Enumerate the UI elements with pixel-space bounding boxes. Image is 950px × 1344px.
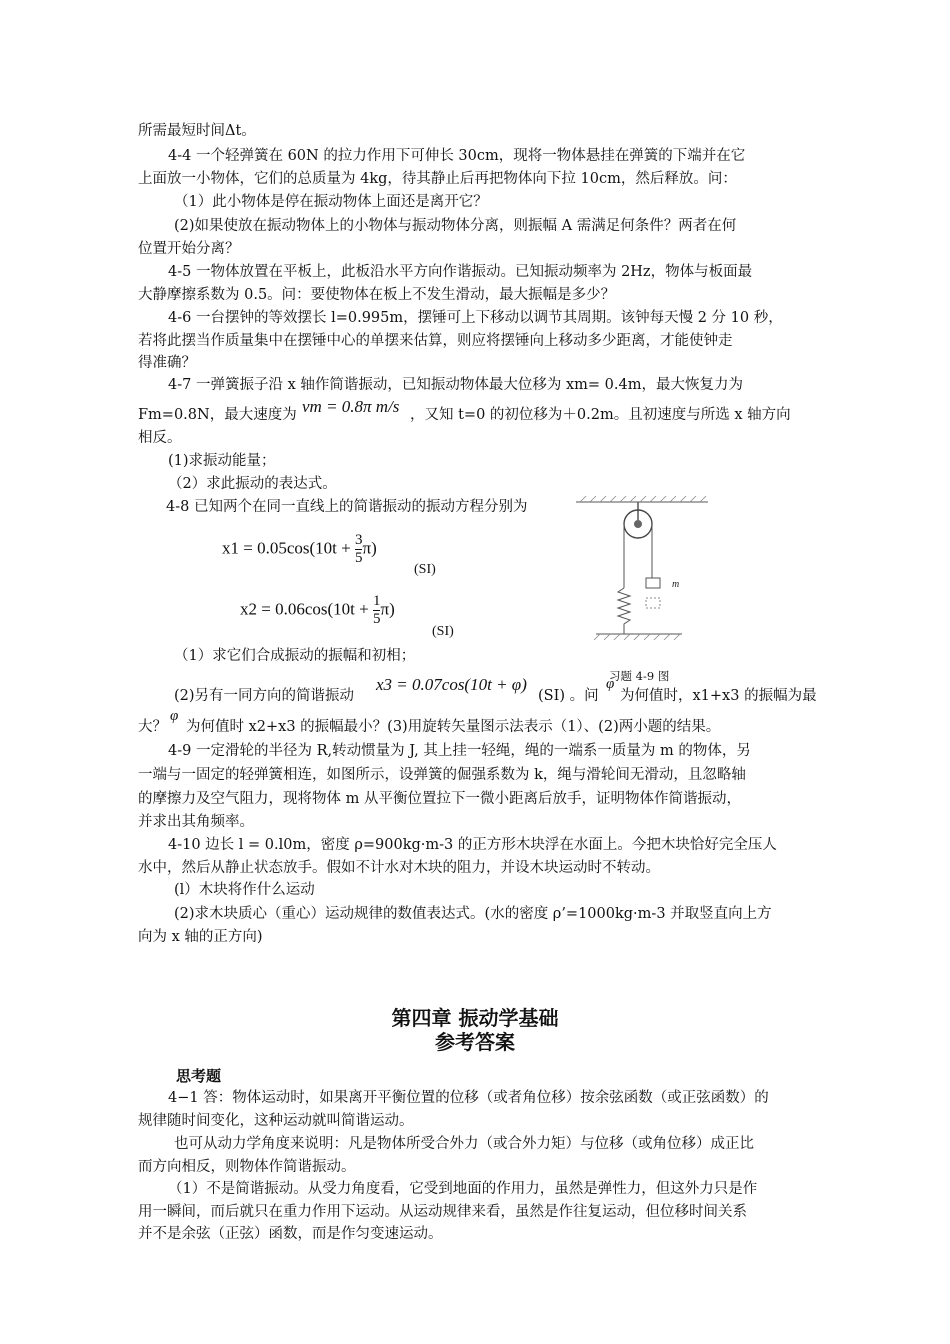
text-line: (SI) 。问	[538, 688, 599, 704]
text-line: 位置开始分离？	[138, 241, 240, 257]
text-line: 的摩擦力及空气阻力，现将物体 m 从平衡位置拉下一微小距离后放手，证明物体作简谐振动，	[138, 791, 741, 807]
problem-4-10: 4-10 边长 l = 0.l0m，密度 ρ=900kg·m-3 的正方形木块浮在水面上。今把木块恰好完全压人	[168, 837, 777, 853]
text-line: 为何值时 x2+x3 的振幅最小？(3)用旋转矢量图示法表示（1）、(2)两小题的结果。	[186, 719, 721, 735]
problem-4-5: 4-5 一物体放置在平板上，此板沿水平方向作谐振动。已知振动频率为 2Hz，物体与板面最	[168, 264, 753, 280]
text-line: 大？	[138, 719, 167, 735]
max-velocity-formula: vm = 0.8π m/s	[302, 397, 400, 416]
text-line: 大静摩擦系数为 0.5。问：要使物体在板上不发生滑动，最大振幅是多少？	[138, 287, 616, 303]
text-line: 向为 x 轴的正方向)	[138, 929, 263, 945]
equation-x2: x2 = 0.06cos(10t + $\frac{1}{5}$ π)	[240, 593, 395, 627]
text-line: Fm=0.8N，最大速度为	[138, 407, 297, 423]
text-line: 所需最短时间Δt。	[138, 123, 256, 139]
si-unit: (SI)	[432, 624, 454, 639]
text-line: 相反。	[138, 430, 182, 446]
text-line: (1)求振动能量；	[168, 453, 276, 469]
text-line: 并求出其角频率。	[138, 814, 254, 830]
text-line: 也可从动力学角度来说明：凡是物体所受合外力（或合外力矩）与位移（或角位移）成正比	[174, 1136, 754, 1152]
text-line: 用一瞬间，而后就只在重力作用下运动。从运动规律来看，虽然是作往复运动，但位移时间关系	[138, 1204, 747, 1220]
text-line: 为何值时，x1+x3 的振幅为最	[620, 688, 817, 704]
section-heading: 思考题	[176, 1067, 222, 1085]
text-line: (l）木块将作什么运动	[174, 882, 315, 898]
text-line: 上面放一小物体，它们的总质量为 4kg，待其静止后再把物体向下拉 10cm，然后释放。问：	[138, 171, 737, 187]
problem-4-7: 4-7 一弹簧振子沿 x 轴作简谐振动，已知振动物体最大位移为 xm= 0.4m，最大恢复力为	[168, 377, 743, 393]
text-line: 水中，然后从静止状态放手。假如不计水对木块的阻力，并设木块运动时不转动。	[138, 860, 660, 876]
problem-4-9: 4-9 一定滑轮的半径为 R,转动惯量为 J, 其上挂一轻绳，绳的一端系一质量为 m 的物体，另	[168, 743, 751, 759]
text-line: （1）不是简谐振动。从受力角度看，它受到地面的作用力，虽然是弹性力，但这外力只是作	[168, 1181, 758, 1197]
equation-x3: x3 = 0.07cos(10t + φ)	[376, 675, 527, 694]
problem-4-4: 4-4 一个轻弹簧在 60N 的拉力作用下可伸长 30cm，现将一物体悬挂在弹簧的下端并在它	[168, 148, 746, 164]
text-line: （1）求它们合成振动的振幅和初相；	[174, 648, 416, 664]
text-line: 一端与一固定的轻弹簧相连，如图所示，设弹簧的倔强系数为 k，绳与滑轮间无滑动，且忽略轴	[138, 767, 746, 783]
text-line: 若将此摆当作质量集中在摆锤中心的单摆来估算，则应将摆锤向上移动多少距离，才能使钟走	[138, 333, 733, 349]
text-line: （2）求此振动的表达式。	[168, 476, 337, 492]
problem-4-6: 4-6 一台摆钟的等效摆长 l=0.995m，摆锤可上下移动以调节其周期。该钟每天慢 2 分 10 秒，	[168, 310, 783, 326]
text-line: 而方向相反，则物体作简谐振动。	[138, 1159, 356, 1175]
text-line: (2)另有一同方向的简谐振动	[174, 688, 355, 704]
text-line: （1）此小物体是停在振动物体上面还是离开它？	[174, 194, 488, 210]
mass-label: m	[672, 579, 680, 590]
text-line: ，又知 t=0 的初位移为＋0.2m。且初速度与所选 x 轴方向	[410, 407, 791, 423]
answers-heading: 参考答案	[435, 1030, 515, 1054]
phi-symbol: φ	[170, 708, 179, 724]
text-line: 得准确？	[138, 355, 196, 371]
problem-4-8: 4-8 已知两个在同一直线上的简谐振动的振动方程分别为	[166, 499, 528, 515]
pulley-spring-figure	[572, 494, 712, 644]
figure-caption: 习题 4-9 图	[609, 669, 670, 683]
text-line: 规律随时间变化，这种运动就叫简谐运动。	[138, 1113, 414, 1129]
answer-4-1: 4−1 答：物体运动时，如果离开平衡位置的位移（或者角位移）按余弦函数（或正弦函数）的	[168, 1090, 769, 1106]
text-line: (2)求木块质心（重心）运动规律的数值表达式。(水的密度 ρ’=1000kg·m-3 并取竖直向上方	[174, 906, 772, 922]
text-line: 并不是余弦（正弦）函数，而是作匀变速运动。	[138, 1226, 443, 1242]
chapter-title: 第四章 振动学基础	[391, 1006, 559, 1030]
text-line: (2)如果使放在振动物体上的小物体与振动物体分离，则振幅 A 需满足何条件？两者在何	[174, 218, 737, 234]
phi-symbol: φ	[606, 676, 615, 692]
si-unit: (SI)	[414, 562, 436, 577]
equation-x1: x1 = 0.05cos(10t + $\frac{3}{5}$ π)	[222, 532, 377, 566]
